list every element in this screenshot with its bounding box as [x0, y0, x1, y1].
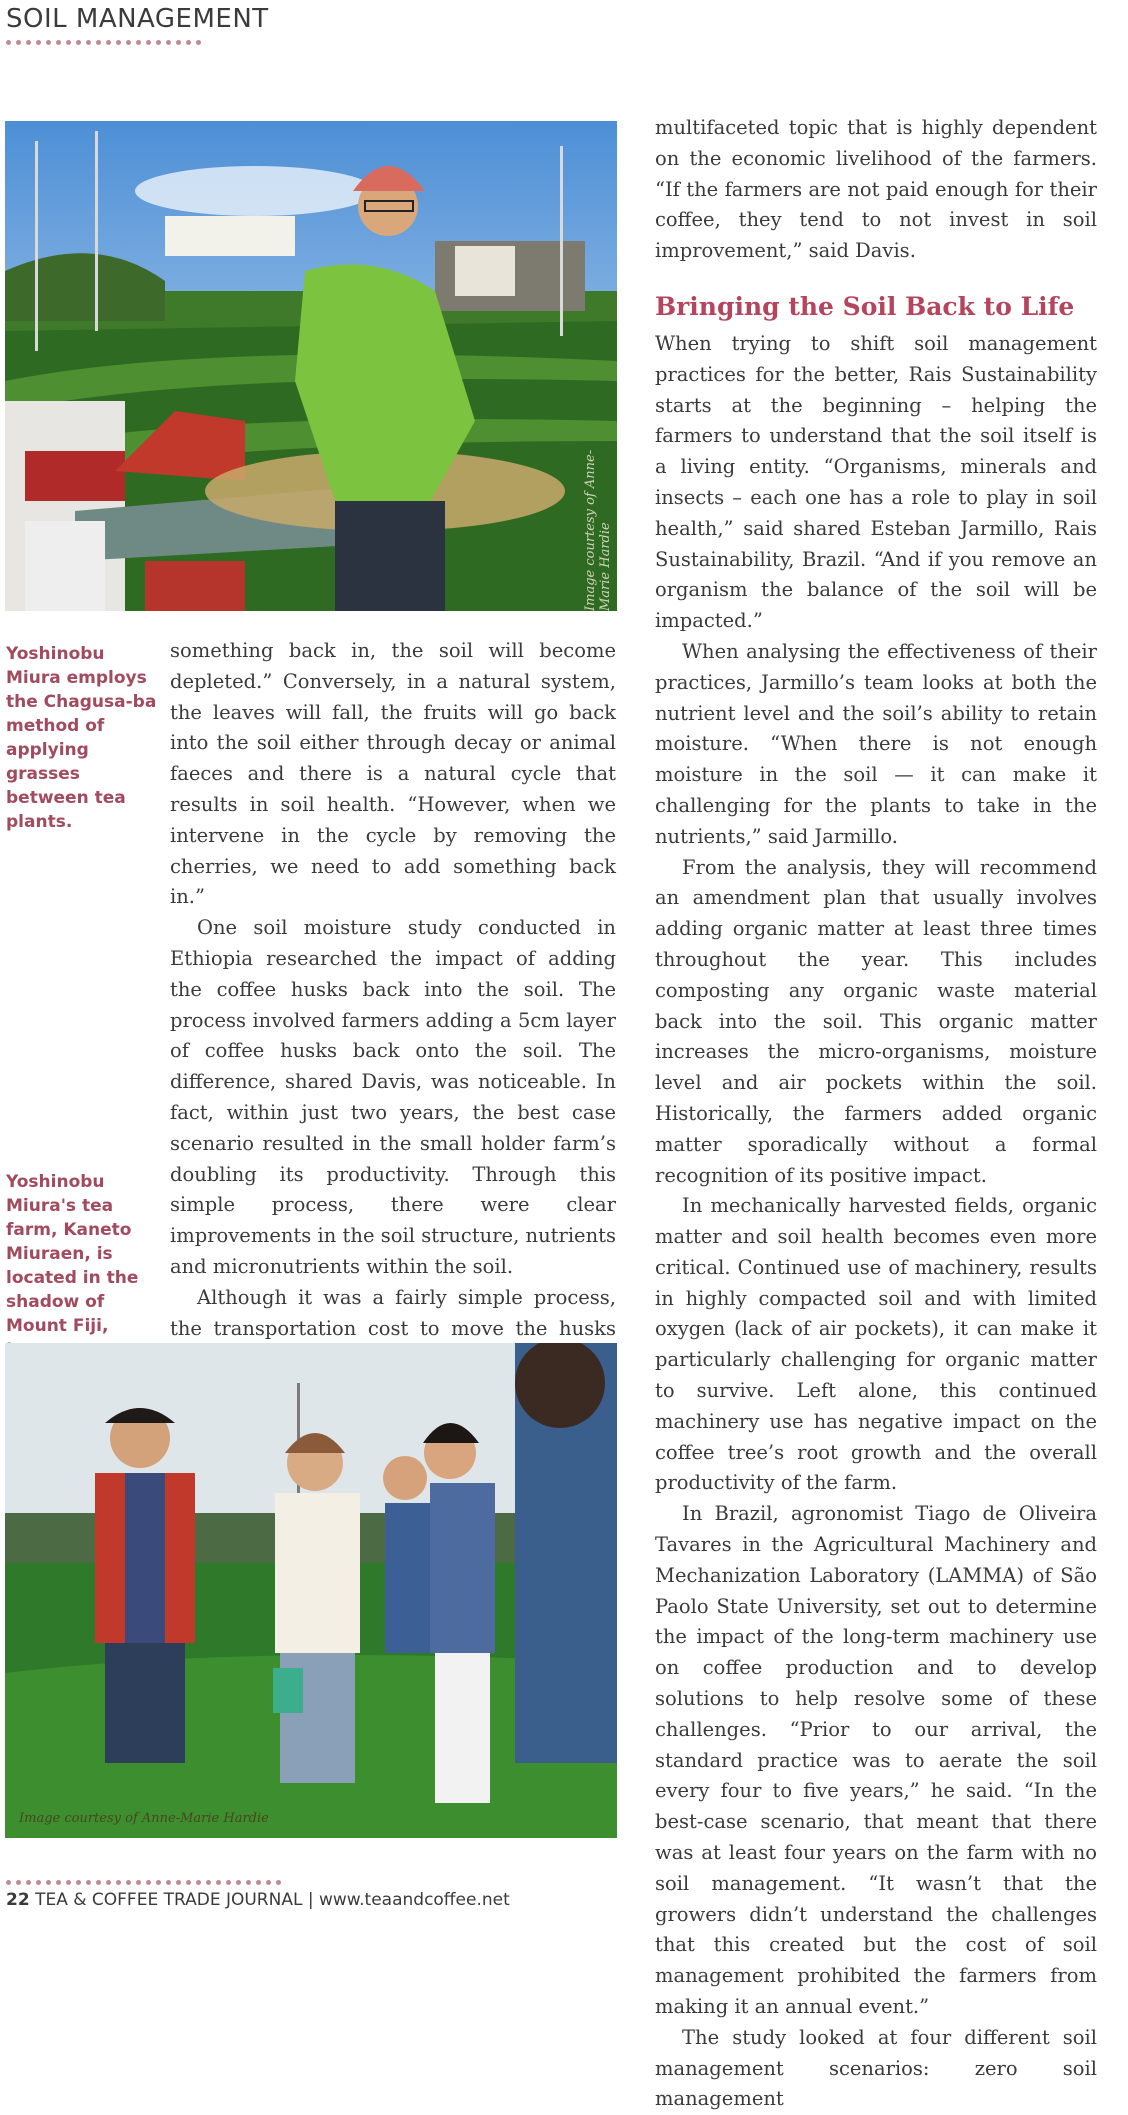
photo-credit: Image courtesy of Anne-Marie Hardie	[19, 1811, 269, 1826]
article-column-right	[655, 113, 1097, 2115]
paragraph: In Brazil, agronomist Tiago de Oliveira Tavares in the Agricultural Machinery and Mechanization Laboratory (LAMMA) of São Paolo State University, set out to determine the impact of the long-term machinery use on coffee production and to develop solutions to help resolve some of these challenges. “Prior to our arrival, the standard practice was to aerate the soil every four to five years,” he said. “In the best-case scenario, that meant that there was at least four years on the farm with no soil management. “It wasn’t that the growers didn’t understand the challenges that this created but the cost of soil management prohibited the farmers from making it an annual event.”	[655, 1502, 1097, 2019]
header-dot-rule	[6, 40, 201, 45]
footer-dot-rule	[6, 1880, 281, 1885]
page-number: 22	[6, 1890, 30, 1910]
footer-separator: |	[307, 1890, 314, 1910]
paragraph: From the analysis, they will recommend an amendment plan that usually involves adding organic matter at least three times throughout the year. This includes composting any organic waste material back into the soil. This organic matter increases the micro-organisms, moisture level and air pockets within the soil. Historically, the farmers added organic matter sporadically without a formal recognition of its positive impact.	[655, 855, 1097, 1187]
paragraph: One soil moisture study conducted in Ethiopia researched the impact of adding the coffee husks back into the soil. The process involved farmers adding a 5cm layer of coffee husks back onto the soil. The difference, shared Davis, was noticeable. In fact, within just two years, the best case scenario resulted in the small holder farm’s doubling its productivity. Through this simple process, there were clear improvements in the soil structure, nutrients and micronutrients within the soil.	[170, 916, 616, 1278]
paragraph: The study looked at four different soil management scenarios: zero soil management	[655, 2025, 1097, 2111]
paragraph: In mechanically harvested fields, organic matter and soil health becomes even more critical. Continued use of machinery, results in highly compacted soil and with limited oxygen (lack of air pockets), it can make it particularly challenging for organic matter to survive. Left alone, this continued machinery use has negative impact on the coffee tree’s root growth and the overall productivity of the farm.	[655, 1194, 1097, 1495]
photo-group-tea-farm	[5, 1343, 617, 1838]
paragraph: When trying to shift soil management practices for the better, Rais Sustainability starts at the beginning – helping the farmers to understand that the soil itself is a living entity. “Organisms, minerals and insects – each one has a role to play in soil health,” said shared Esteban Jarmillo, Rais Sustainability, Brazil. “And if you remove an organism the balance of the soil will be impacted.”	[655, 331, 1097, 633]
photo-caption: Yoshinobu Miura's tea farm, Kaneto Miuraen, is located in the shadow of Mount Fiji,	[6, 1172, 139, 1336]
publication-name: TEA & COFFEE TRADE JOURNAL	[35, 1890, 303, 1910]
photo-credit: Image courtesy of Anne-Marie Hardie	[583, 449, 613, 611]
photo-farmer-tea-field	[5, 121, 617, 611]
subheading: Bringing the Soil Back to Life	[655, 291, 1075, 321]
paragraph: something back in, the soil will become depleted.” Conversely, in a natural system, the leaves will fall, the fruits will go back into the soil either through decay or animal faeces and there is a natural cycle that results in soil health. “However, when we intervene in the cycle by removing the cherries, we need to add something back in.”	[170, 639, 616, 909]
section-title: SOIL MANAGEMENT	[6, 4, 269, 34]
paragraph: multifaceted topic that is highly dependent on the economic livelihood of the farmers. “If the farmers are not paid enough for their coffee, they tend to not invest in soil improvement,” said Davis.	[655, 116, 1097, 263]
paragraph: Although it was a fairly simple process, the transportation cost to move the husks	[170, 1285, 616, 1340]
page-footer	[6, 1890, 510, 1910]
photo-caption: Yoshinobu Miura employs the Chagusa-ba method of applying grasses between tea plants.	[6, 644, 157, 832]
paragraph: When analysing the effectiveness of their practices, Jarmillo’s team looks at both the nutrient level and the soil’s ability to retain moisture. “When there is not enough moisture in the soil — it can make it challenging for the plants to take in the nutrients,” said Jarmillo.	[655, 639, 1097, 848]
website-link[interactable]: www.teaandcoffee.net	[318, 1890, 510, 1910]
